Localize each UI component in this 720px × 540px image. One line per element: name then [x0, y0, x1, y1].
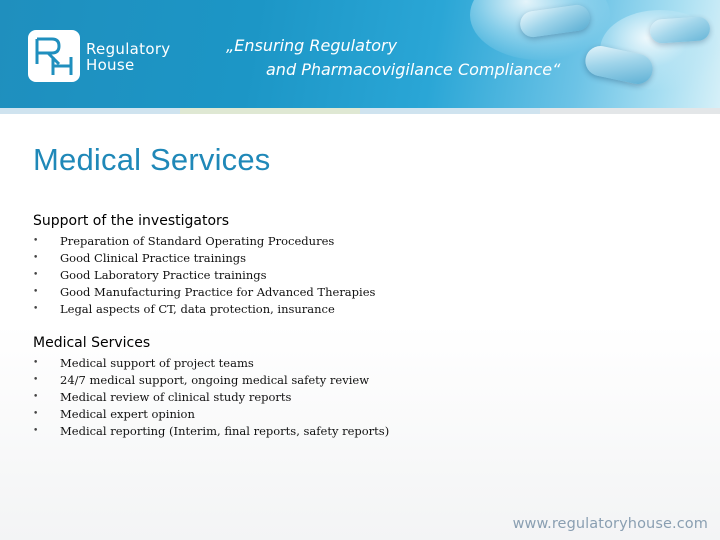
list-item-text: Preparation of Standard Operating Procedures	[60, 234, 335, 248]
bullet-icon: •	[33, 270, 39, 280]
pill-image	[649, 16, 711, 44]
list-item-text: Medical reporting (Interim, final reports, safety reports)	[60, 424, 390, 438]
bullet-list-investigators	[33, 233, 375, 318]
header-banner	[0, 0, 720, 108]
bullet-icon: •	[33, 409, 39, 419]
list-item-text: Medical expert opinion	[60, 407, 195, 421]
bullet-icon: •	[33, 304, 39, 314]
bullet-icon: •	[33, 287, 39, 297]
bullet-icon: •	[33, 392, 39, 402]
bullet-icon: •	[33, 236, 39, 246]
list-item-text: Good Manufacturing Practice for Advanced Therapies	[60, 285, 376, 299]
logo-rh-icon	[28, 30, 80, 82]
list-item-text: Good Laboratory Practice trainings	[60, 268, 267, 282]
page-title: Medical Services	[33, 142, 271, 177]
logo-wordmark	[86, 41, 170, 73]
list-item	[33, 423, 389, 440]
tagline-line2: and Pharmacovigilance Compliance“	[266, 60, 561, 79]
bullet-icon: •	[33, 358, 39, 368]
company-logo	[28, 30, 178, 82]
section-heading-investigators: Support of the investigators	[33, 213, 230, 229]
list-item-text: Medical support of project teams	[60, 356, 254, 370]
logo-line2: House	[86, 56, 135, 74]
logo-line1: Regulatory	[86, 40, 171, 58]
list-item-text: Medical review of clinical study reports	[60, 390, 292, 404]
list-item	[33, 406, 389, 423]
color-stripe	[0, 108, 720, 114]
logo-mark	[28, 30, 80, 82]
list-item-text: 24/7 medical support, ongoing medical safety review	[60, 373, 370, 387]
bullet-icon: •	[33, 375, 39, 385]
list-item-text: Good Clinical Practice trainings	[60, 251, 247, 265]
list-item-text: Legal aspects of CT, data protection, insurance	[60, 302, 335, 316]
list-item	[33, 284, 375, 301]
list-item	[33, 301, 375, 318]
list-item	[33, 250, 375, 267]
list-item	[33, 389, 389, 406]
list-item	[33, 233, 375, 250]
list-item	[33, 355, 389, 372]
tagline-line1: „Ensuring Regulatory	[226, 36, 398, 55]
list-item	[33, 372, 389, 389]
bullet-icon: •	[33, 253, 39, 263]
section-heading-medical-services: Medical Services	[33, 335, 151, 351]
footer-website-url: www.regulatoryhouse.com	[512, 516, 708, 532]
list-item	[33, 267, 375, 284]
bullet-list-medical-services	[33, 355, 389, 440]
tagline	[226, 34, 560, 82]
bullet-icon: •	[33, 426, 39, 436]
